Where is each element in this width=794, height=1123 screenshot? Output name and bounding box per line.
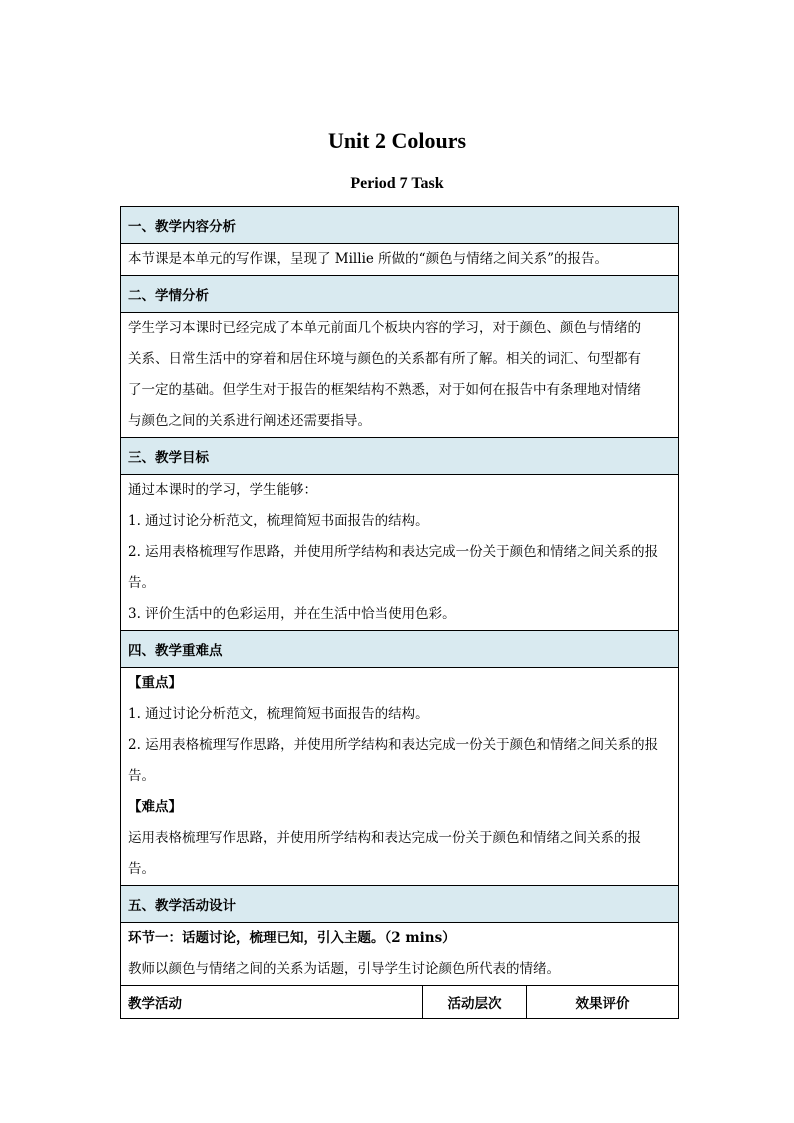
section-body-learner-analysis <box>121 313 679 438</box>
section-heading-objectives: 三、教学目标 <box>121 438 679 475</box>
section-body-content-analysis <box>121 244 679 276</box>
body-line: 本节课是本单元的写作课，呈现了 Millie 所做的“颜色与情绪之间关系”的报告。 <box>128 251 608 267</box>
section-heading-row <box>121 886 679 923</box>
section-body-objectives <box>121 475 679 631</box>
section-heading-key-points: 四、教学重难点 <box>121 631 679 668</box>
section-body-row <box>121 668 679 886</box>
column-header-evaluation: 效果评价 <box>527 986 679 1019</box>
section-heading-row <box>121 631 679 668</box>
section-heading-row <box>121 276 679 313</box>
body-line: 告。 <box>128 861 155 877</box>
body-line: 关系、日常生活中的穿着和居住环境与颜色的关系都有所了解。相关的词汇、句型都有 <box>128 351 641 367</box>
body-line: 与颜色之间的关系进行阐述还需要指导。 <box>128 413 371 429</box>
body-line: 了一定的基础。但学生对于报告的框架结构不熟悉，对于如何在报告中有条理地对情绪 <box>128 382 641 398</box>
lesson-plan-table <box>120 206 679 1019</box>
body-line: 教师以颜色与情绪之间的关系为话题，引导学生讨论颜色所代表的情绪。 <box>128 961 560 977</box>
section-body-activity-design <box>121 923 679 986</box>
body-line: 【重点】 <box>128 675 182 691</box>
body-line: 告。 <box>128 768 155 784</box>
body-line: 通过本课时的学习，学生能够： <box>128 482 317 498</box>
body-line: 运用表格梳理写作思路，并使用所学结构和表达完成一份关于颜色和情绪之间关系的报 <box>128 830 641 846</box>
body-line: 学生学习本课时已经完成了本单元前面几个板块内容的学习，对于颜色、颜色与情绪的 <box>128 320 641 336</box>
body-line: 告。 <box>128 575 155 591</box>
section-body-row <box>121 313 679 438</box>
section-body-row <box>121 244 679 276</box>
section-heading-learner-analysis: 二、学情分析 <box>121 276 679 313</box>
section-body-key-points <box>121 668 679 886</box>
section-heading-activity-design: 五、教学活动设计 <box>121 886 679 923</box>
column-header-activity: 教学活动 <box>121 986 423 1019</box>
stage-title: 环节一：话题讨论，梳理已知，引入主题。（2 mins） <box>128 930 456 946</box>
activity-table-header-row <box>121 986 679 1019</box>
section-body-row <box>121 475 679 631</box>
body-line: 1. 通过讨论分析范文，梳理简短书面报告的结构。 <box>128 706 429 722</box>
body-line: 【难点】 <box>128 799 182 815</box>
section-heading-content-analysis: 一、教学内容分析 <box>121 207 679 244</box>
body-line: 1. 通过讨论分析范文，梳理简短书面报告的结构。 <box>128 513 429 529</box>
body-line: 3. 评价生活中的色彩运用，并在生活中恰当使用色彩。 <box>128 606 456 622</box>
section-heading-row <box>121 438 679 475</box>
column-header-level: 活动层次 <box>423 986 527 1019</box>
document-subtitle: Period 7 Task <box>350 175 444 192</box>
section-body-row <box>121 923 679 986</box>
body-line: 2. 运用表格梳理写作思路，并使用所学结构和表达完成一份关于颜色和情绪之间关系的报 <box>128 737 659 753</box>
body-line: 2. 运用表格梳理写作思路，并使用所学结构和表达完成一份关于颜色和情绪之间关系的报 <box>128 544 659 560</box>
section-heading-row <box>121 207 679 244</box>
document-title: Unit 2 Colours <box>327 128 467 153</box>
